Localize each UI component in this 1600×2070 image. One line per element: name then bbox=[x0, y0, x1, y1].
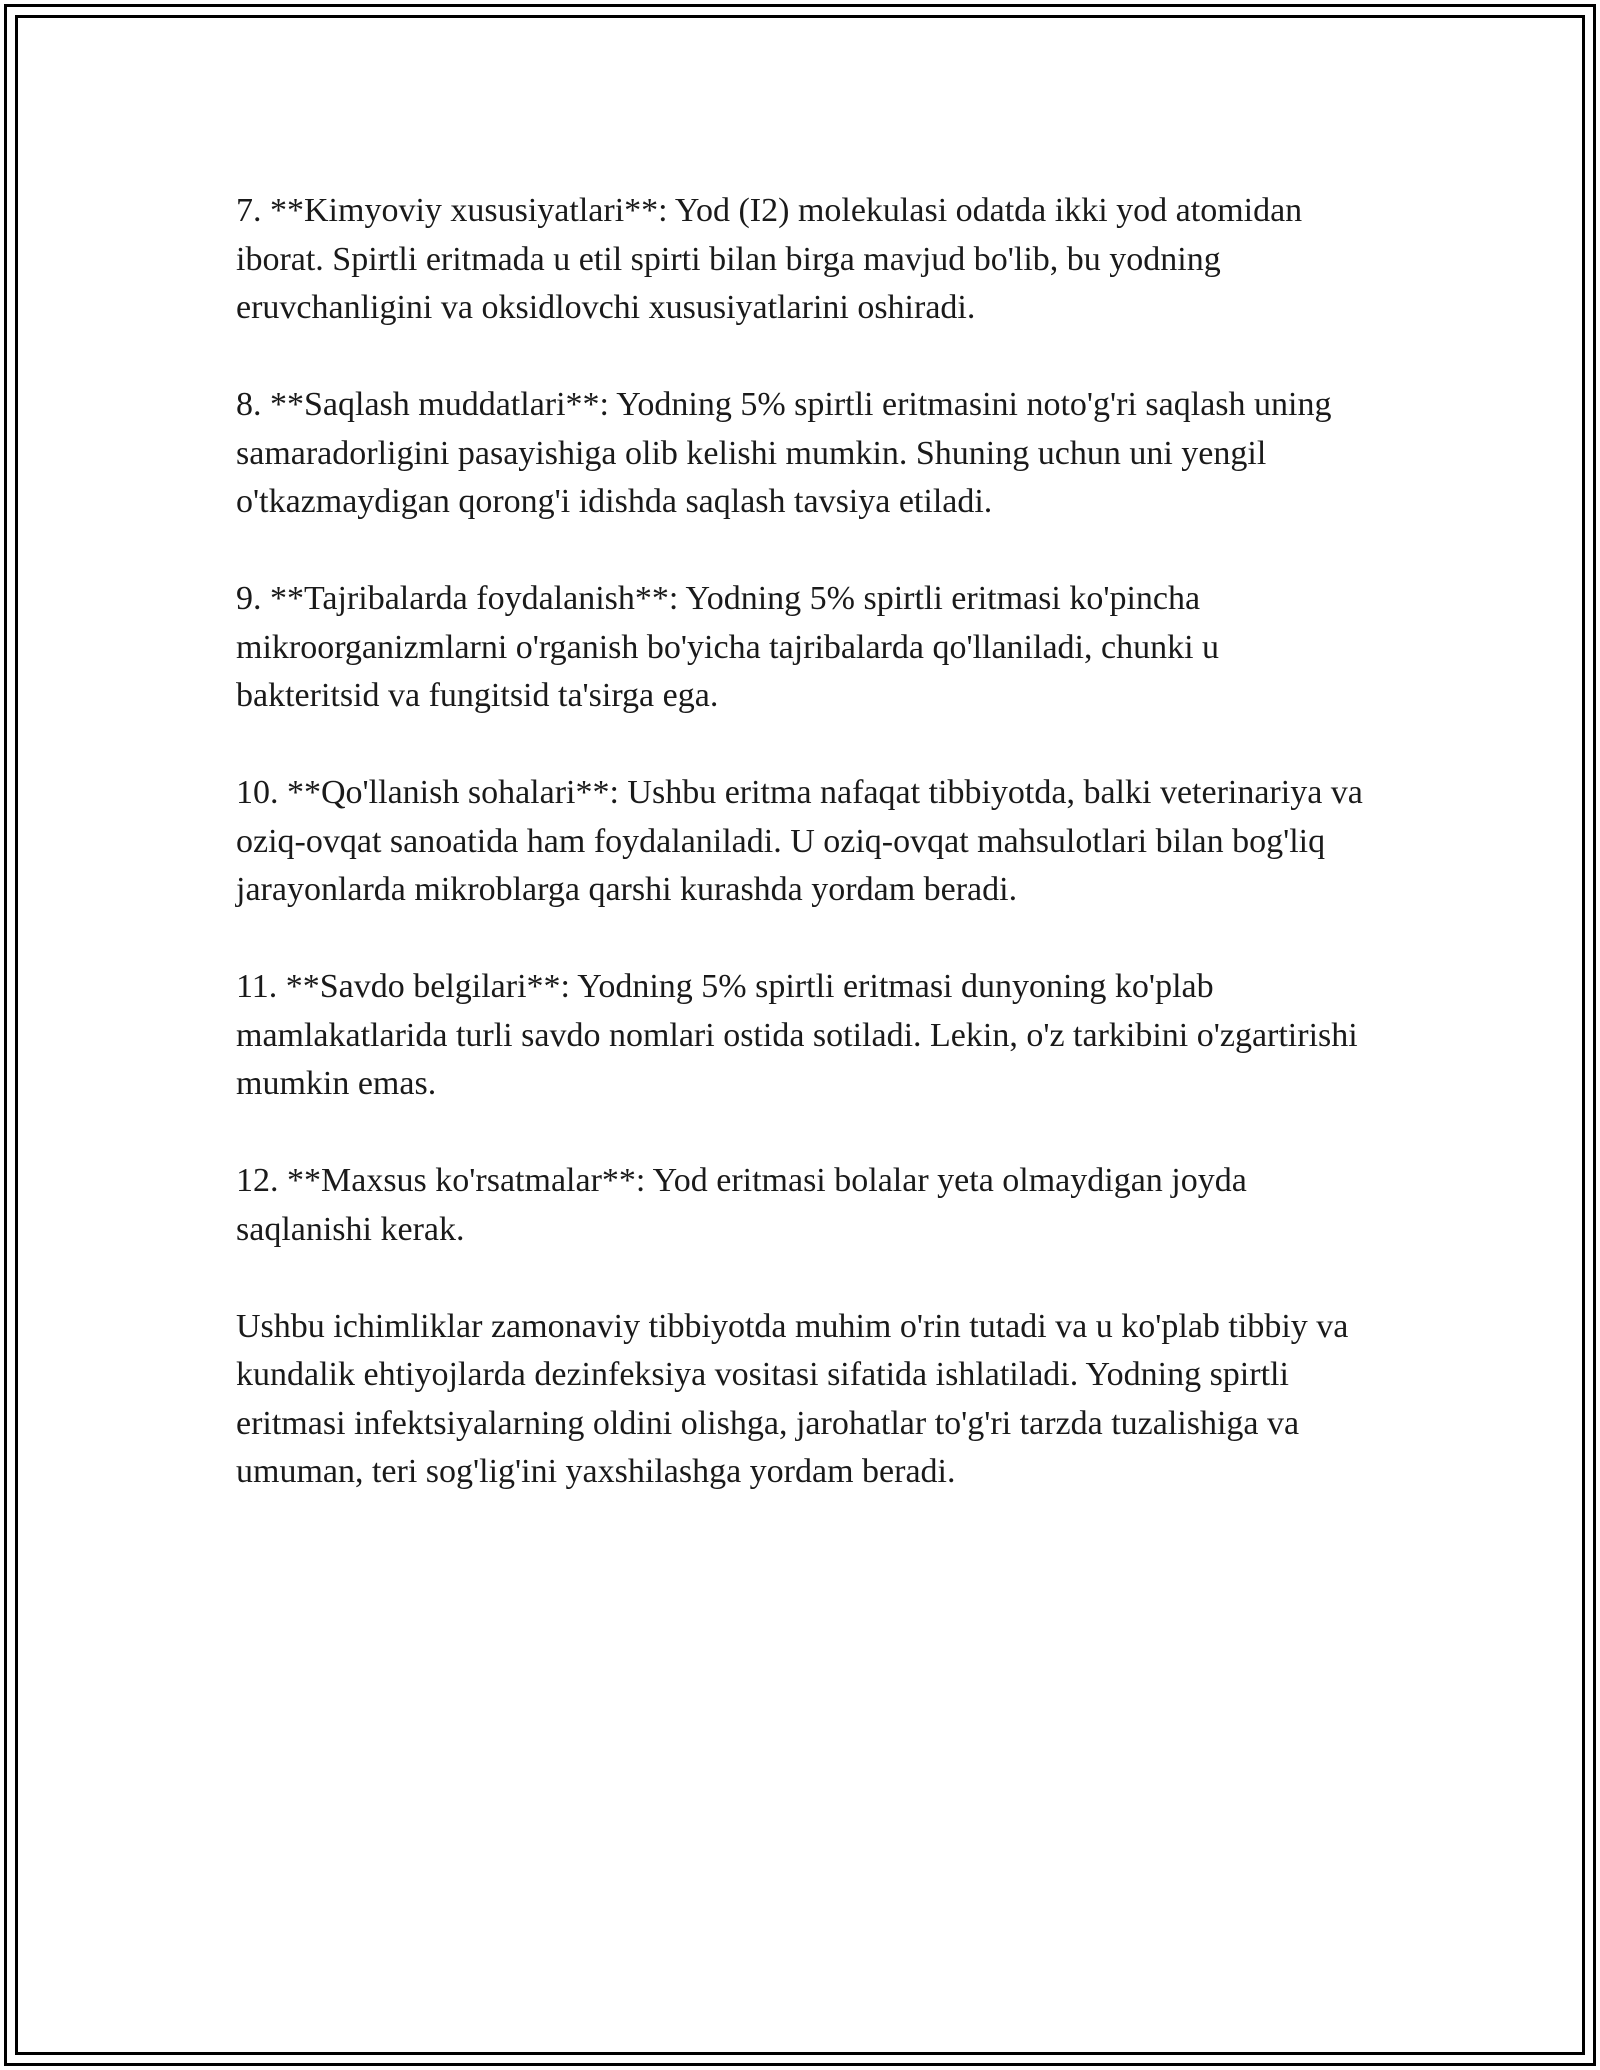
paragraph-experimental-use: 9. **Tajribalarda foydalanish**: Yodning 5% spirtli eritmasi ko'pincha mikroorganizmlarni o'rganish bo'yicha tajribalarda qo'llaniladi, chunki u bakteritsid va fungitsid ta'sirga ega. bbox=[236, 580, 1220, 714]
paragraph-storage-terms: 8. **Saqlash muddatlari**: Yodning 5% spirtli eritmasini noto'g'ri saqlash uning samaradorligini pasayishiga olib kelishi mumkin. Shuning uchun uni yengil o'tkazmaydigan qorong'i idishda saqlash tavsiya etiladi. bbox=[236, 386, 1332, 520]
paragraph-application-areas: 10. **Qo'llanish sohalari**: Ushbu eritma nafaqat tibbiyotda, balki veterinariya va oziq-ovqat sanoatida ham foydalaniladi. U oziq-ovqat mahsulotlari bilan bog'liq jarayonlarda mikroblarga qarshi kurashda yordam beradi. bbox=[236, 774, 1363, 908]
paragraph-trademarks: 11. **Savdo belgilari**: Yodning 5% spirtli eritmasi dunyoning ko'plab mamlakatlarida turli savdo nomlari ostida sotiladi. Lekin, o'z tarkibini o'zgartirishi mumkin emas. bbox=[236, 968, 1358, 1102]
paragraph-special-instructions: 12. **Maxsus ko'rsatmalar**: Yod eritmasi bolalar yeta olmaydigan joyda saqlanishi kerak. bbox=[236, 1162, 1247, 1248]
paragraph-chemical-properties: 7. **Kimyoviy xususiyatlari**: Yod (I2) molekulasi odatda ikki yod atomidan iborat. Spirtli eritmada u etil spirti bilan birga mavjud bo'lib, bu yodning eruvchanligini va oksidlovchi xususiyatlarini oshiradi. bbox=[236, 192, 1303, 326]
paragraph-conclusion: Ushbu ichimliklar zamonaviy tibbiyotda muhim o'rin tutadi va u ko'plab tibbiy va kundalik ehtiyojlarda dezinfeksiya vositasi sifatida ishlatiladi. Yodning spirtli eritmasi infektsiyalarning oldini olishga, jarohatlar to'g'ri tarzda tuzalishiga va umuman, teri sog'lig'ini yaxshilashga yordam beradi. bbox=[236, 1307, 1349, 1490]
document-body bbox=[236, 187, 1366, 1545]
